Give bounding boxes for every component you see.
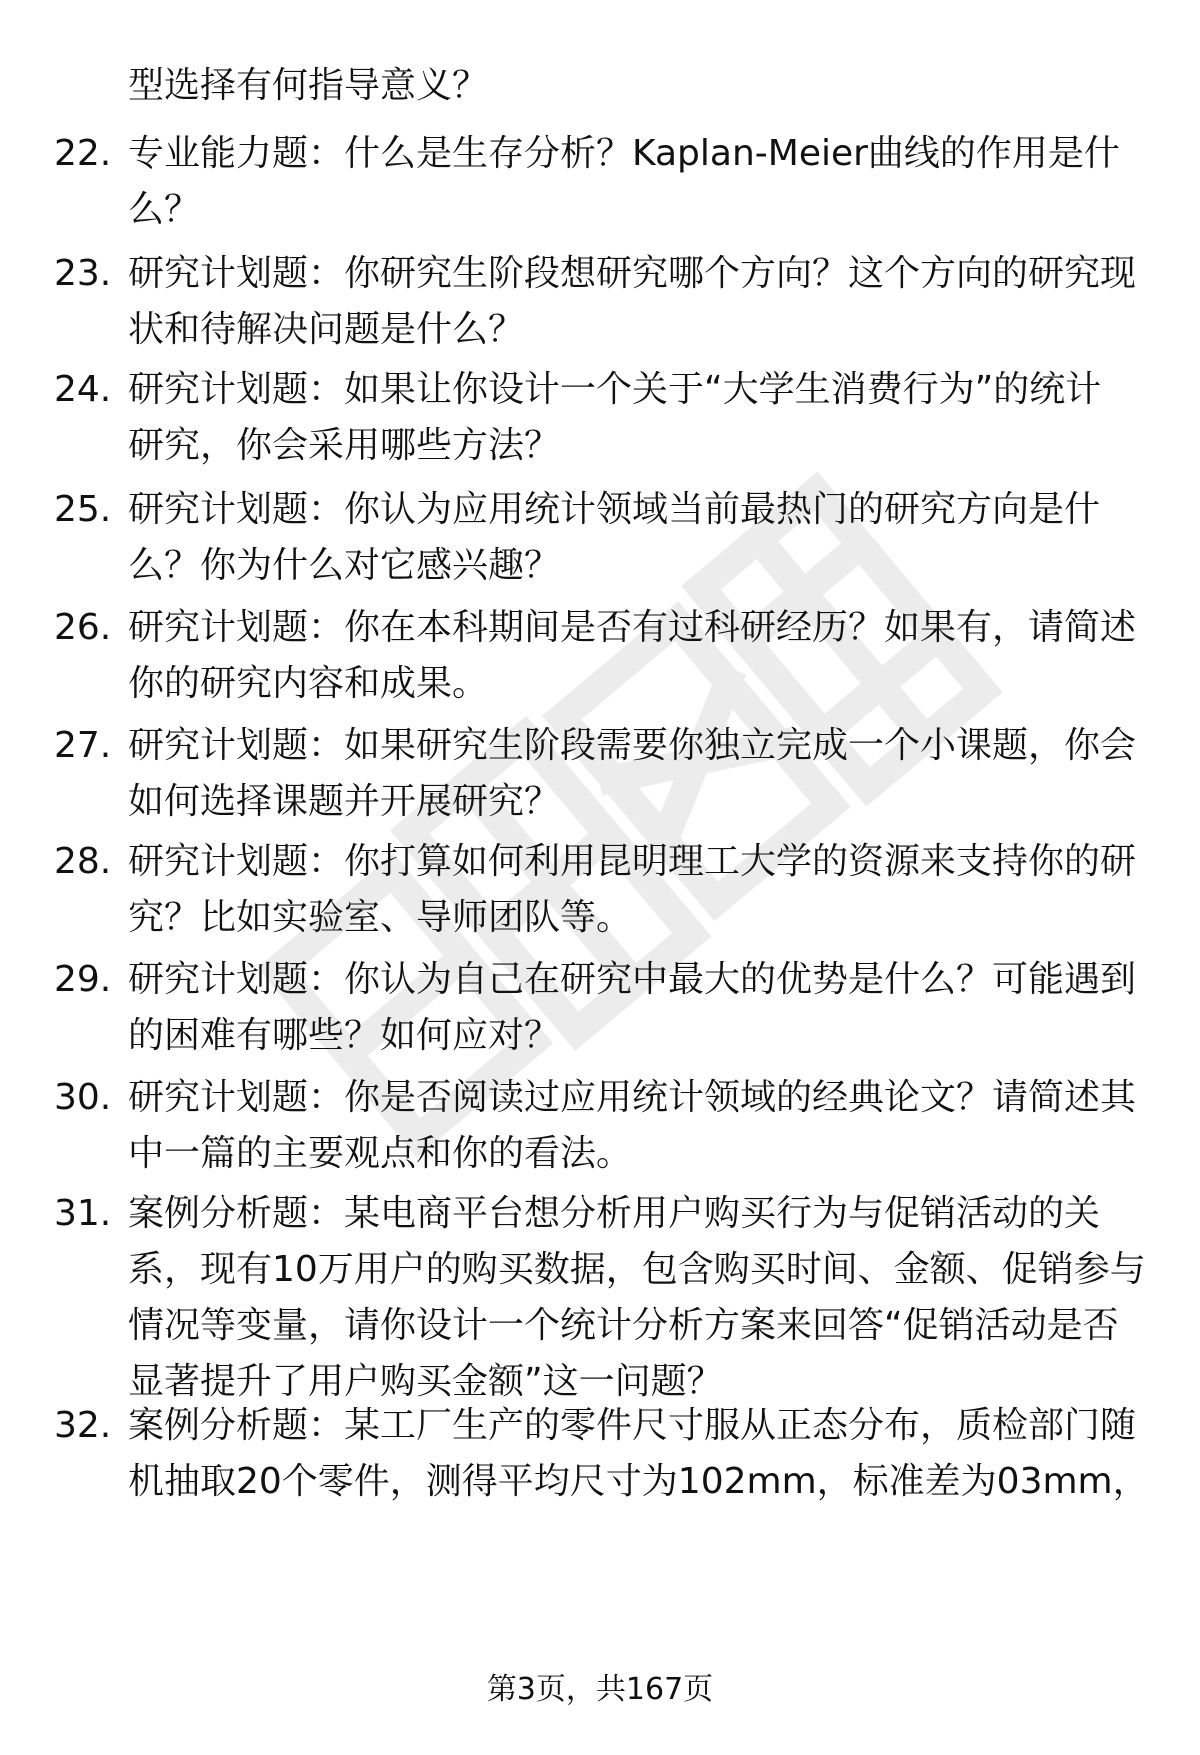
question-text-line: 情况等变量，请你设计一个统计分析方案来回答“促销活动是否 bbox=[128, 1305, 1119, 1346]
question-text bbox=[128, 952, 1138, 1064]
question-text-line: 案例分析题：某电商平台想分析用户购买行为与促销活动的关 bbox=[128, 1193, 1101, 1234]
question-number: 32. bbox=[54, 1405, 112, 1446]
question-text-line: 如何选择课题并开展研究？ bbox=[128, 781, 561, 822]
question-number: 29. bbox=[54, 959, 112, 1000]
question-text-line: 研究，你会采用哪些方法？ bbox=[128, 425, 561, 466]
question-text-line: 状和待解决问题是什么？ bbox=[128, 309, 525, 350]
page-footer: 第3页，共167页 bbox=[486, 1672, 714, 1707]
question-text bbox=[128, 362, 1138, 474]
question-text-line: 研究计划题：如果研究生阶段需要你独立完成一个小课题，你会 bbox=[128, 725, 1137, 766]
question-text-line: 研究计划题：你打算如何利用昆明理工大学的资源来支持你的研 bbox=[128, 841, 1137, 882]
question-number: 23. bbox=[54, 253, 112, 294]
question-text-line: 研究计划题：你认为自己在研究中最大的优势是什么？可能遇到 bbox=[128, 959, 1137, 1000]
question-number: 26. bbox=[54, 607, 112, 648]
question-text-line: 么？ bbox=[128, 189, 201, 230]
question-text-line: 专业能力题：什么是生存分析？Kaplan-Meier曲线的作用是什 bbox=[128, 133, 1120, 174]
question-text-line: 中一篇的主要观点和你的看法。 bbox=[128, 1133, 633, 1174]
question-text bbox=[128, 834, 1138, 946]
question-text-line: 机抽取20个零件，测得平均尺寸为102mm，标准差为03mm， bbox=[128, 1461, 1149, 1502]
question-number: 28. bbox=[54, 841, 112, 882]
question-text bbox=[128, 246, 1138, 358]
question-text bbox=[128, 1186, 1146, 1410]
question-number: 22. bbox=[54, 133, 112, 174]
question-text-line: 显著提升了用户购买金额”这一问题？ bbox=[128, 1361, 723, 1402]
question-text-line: 研究计划题：你认为应用统计领域当前最热门的研究方向是什 bbox=[128, 489, 1101, 530]
continued-question-text: 型选择有何指导意义？ bbox=[128, 65, 489, 106]
question-text-line: 研究计划题：你在本科期间是否有过科研经历？如果有，请简述 bbox=[128, 607, 1137, 648]
question-text-line: 你的研究内容和成果。 bbox=[128, 663, 489, 704]
question-text-line: 的困难有哪些？如何应对？ bbox=[128, 1015, 561, 1056]
question-text-line: 案例分析题：某工厂生产的零件尺寸服从正态分布，质检部门随 bbox=[128, 1405, 1137, 1446]
question-text-line: 研究计划题：你研究生阶段想研究哪个方向？这个方向的研究现 bbox=[128, 253, 1137, 294]
question-text bbox=[128, 126, 1138, 238]
question-number: 31. bbox=[54, 1193, 112, 1234]
question-text-line: 研究计划题：如果让你设计一个关于“大学生消费行为”的统计 bbox=[128, 369, 1102, 410]
question-text bbox=[128, 1398, 1149, 1510]
question-number: 27. bbox=[54, 725, 112, 766]
question-text-line: 系，现有10万用户的购买数据，包含购买时间、金额、促销参与 bbox=[128, 1249, 1146, 1290]
question-text bbox=[128, 482, 1138, 594]
question-text-line: 研究计划题：你是否阅读过应用统计领域的经典论文？请简述其 bbox=[128, 1077, 1137, 1118]
question-number: 24. bbox=[54, 369, 112, 410]
question-text bbox=[128, 718, 1138, 830]
question-text-line: 究？比如实验室、导师团队等。 bbox=[128, 897, 633, 938]
question-number: 25. bbox=[54, 489, 112, 530]
question-number: 30. bbox=[54, 1077, 112, 1118]
question-text bbox=[128, 1070, 1138, 1182]
question-text bbox=[128, 600, 1138, 712]
question-text-line: 么？你为什么对它感兴趣？ bbox=[128, 545, 561, 586]
